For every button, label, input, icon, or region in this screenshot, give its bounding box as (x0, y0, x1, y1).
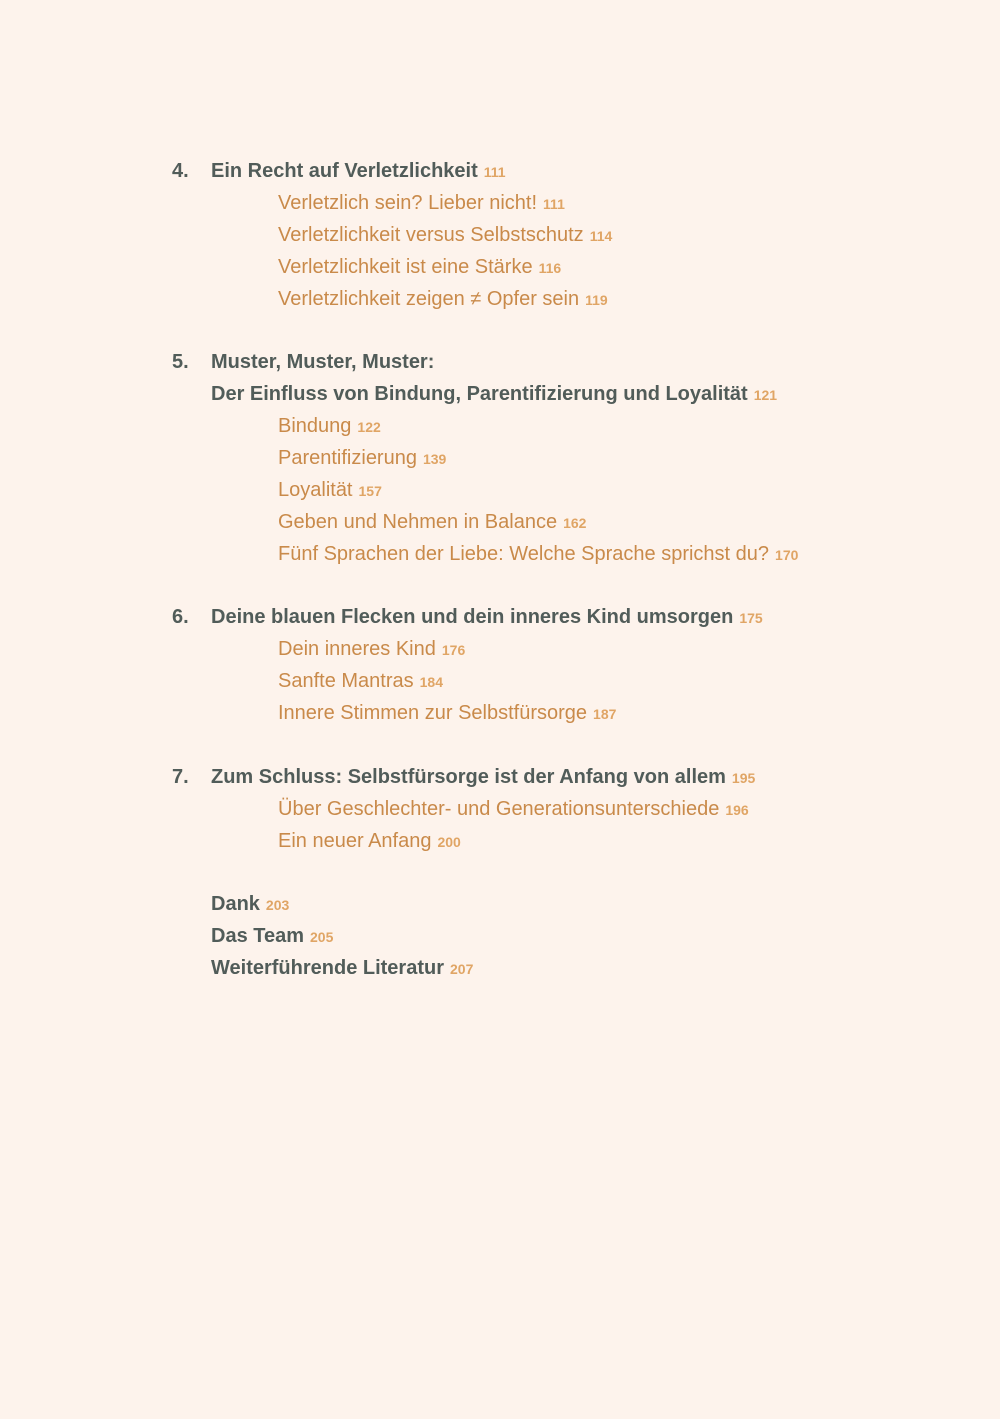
page-number: 200 (437, 834, 461, 850)
page-number: 111 (483, 164, 506, 180)
section-entry (278, 510, 586, 535)
section-entry (278, 797, 749, 822)
section-entry (278, 191, 565, 216)
page-number: 196 (725, 802, 749, 818)
section-entry (278, 287, 608, 312)
section-title: Verletzlichkeit ist eine Stärke (278, 256, 533, 278)
section-title: Dein inneres Kind (278, 638, 436, 660)
page-number: 205 (310, 929, 334, 945)
section-entry (278, 446, 446, 471)
appendix-title: Weiterführende Literatur (211, 957, 444, 979)
chapter-title-text: Ein Recht auf Verletzlichkeit (211, 160, 478, 182)
section-title: Über Geschlechter- und Generationsunterschiede (278, 798, 720, 820)
page-number: 111 (543, 196, 565, 212)
chapter-number: 4. (172, 160, 189, 182)
section-title: Verletzlich sein? Lieber nicht! (278, 192, 538, 214)
section-entry (278, 478, 382, 503)
chapter-title-text: Der Einfluss von Bindung, Parentifizierung und Loyalität (211, 383, 748, 405)
chapter-title (211, 605, 763, 630)
section-entry (278, 829, 461, 854)
section-title: Ein neuer Anfang (278, 830, 432, 852)
section-entry (278, 255, 561, 280)
chapter-title-text: Muster, Muster, Muster: (211, 351, 435, 373)
page-number: 114 (589, 228, 613, 244)
appendix-title: Dank (211, 893, 260, 915)
page-number: 207 (450, 961, 474, 977)
page-number: 157 (358, 483, 382, 499)
section-title: Loyalität (278, 479, 353, 501)
appendix-title: Das Team (211, 925, 305, 947)
appendix-entry (211, 924, 333, 949)
section-entry (278, 414, 381, 439)
page-number: 119 (585, 292, 608, 308)
chapter-title-text: Zum Schluss: Selbstfürsorge ist der Anfang von allem (211, 766, 726, 788)
page-number: 170 (775, 547, 799, 563)
section-entry (278, 701, 616, 726)
section-entry (278, 669, 443, 694)
page-number: 116 (538, 260, 562, 276)
page-number: 139 (422, 451, 447, 467)
section-entry (278, 542, 798, 567)
appendix-entry (211, 956, 473, 981)
page-number: 162 (563, 515, 587, 531)
page-number: 187 (593, 706, 617, 722)
page-number: 184 (419, 674, 443, 690)
chapter-title (211, 159, 506, 184)
section-title: Bindung (278, 415, 352, 437)
section-title: Fünf Sprachen der Liebe: Welche Sprache sprichst du? (278, 543, 770, 565)
chapter-number: 6. (172, 606, 189, 628)
page-number: 203 (265, 897, 290, 913)
page-number: 175 (739, 610, 763, 626)
section-entry (278, 223, 612, 248)
chapter-number: 7. (172, 766, 189, 788)
chapter-title (211, 765, 755, 790)
section-entry (278, 637, 465, 662)
chapter-title-text: Deine blauen Flecken und dein inneres Kind umsorgen (211, 606, 734, 628)
page-number: 195 (731, 770, 756, 786)
section-title: Geben und Nehmen in Balance (278, 511, 558, 533)
section-title: Verletzlichkeit versus Selbstschutz (278, 224, 584, 246)
section-title: Sanfte Mantras (278, 670, 414, 692)
section-title: Parentifizierung (278, 447, 417, 469)
section-title: Innere Stimmen zur Selbstfürsorge (278, 702, 588, 724)
chapter-number: 5. (172, 351, 189, 373)
appendix-entry (211, 892, 289, 917)
page-number: 122 (357, 419, 381, 435)
chapter-title-line-1 (211, 350, 434, 374)
page-number: 121 (753, 387, 778, 403)
chapter-title-line-2 (211, 382, 777, 407)
section-title: Verletzlichkeit zeigen ≠ Opfer sein (278, 288, 580, 310)
page-number: 176 (441, 642, 466, 658)
